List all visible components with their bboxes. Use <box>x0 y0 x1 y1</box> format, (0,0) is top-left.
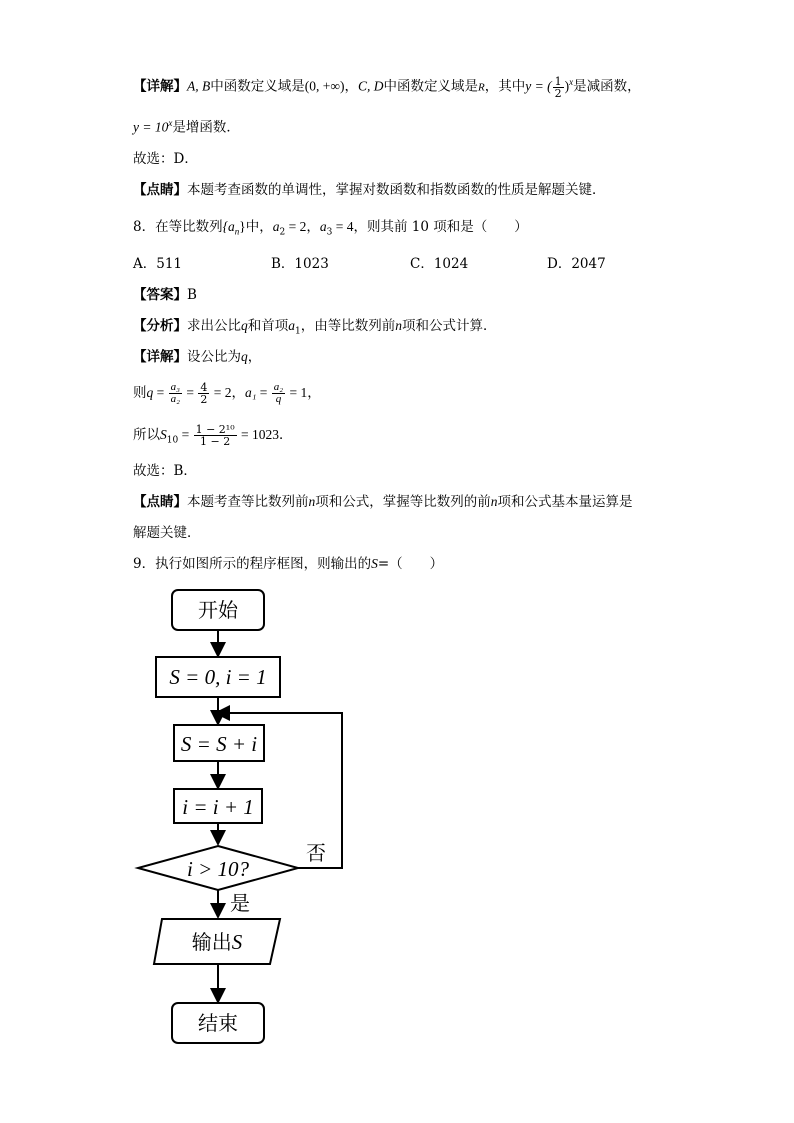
q8-step1: 则q = $\frac{\text{a₃}}{\text{a₂}}$ = $\frac{4}{2}$ = 2，a₁ = $\frac{\text{a₂}}{q}$ = 1， <box>133 381 321 406</box>
end-label: 结束 <box>198 1011 238 1035</box>
cond-label: i > 10? <box>186 857 250 881</box>
detail-tag: 【详解】 <box>133 78 187 95</box>
q7-detail-line: 【详解】A, B中函数定义域是(0, +∞)，C, D中函数定义域是R，其中y = ( $\frac{1}{2}$ )$^x$是减函数， <box>133 74 641 100</box>
q9-stem: 9．执行如图所示的程序框图，则输出的S=（ ） <box>133 556 444 572</box>
fraction: $\frac{1}{2}$ <box>554 74 562 100</box>
no-label: 否 <box>306 841 326 865</box>
init-label: S = 0, i = 1 <box>169 665 267 689</box>
option-c: C．1024 <box>410 256 469 272</box>
q7-comment: 【点睛】本题考查函数的单调性，掌握对数函数和指数函数的性质是解题关键． <box>133 182 606 198</box>
q8-stem: 8．在等比数列$\{a_n\}$中，$a_2 = 2$，$a_3 = 4$，则其前 10 项和是（ ） <box>133 219 528 238</box>
q8-detail: 【详解】设公比为q， <box>133 349 262 365</box>
q8-choice: 故选：B． <box>133 463 197 479</box>
start-label: 开始 <box>198 598 238 622</box>
q8-analysis: 【分析】求出公比q和首项$a_1$，由等比数列前n项和公式计算． <box>133 318 497 337</box>
option-a: A．511 <box>133 256 183 272</box>
q7-choice: 故选：D． <box>133 151 198 167</box>
q8-answer: 【答案】B <box>133 287 197 303</box>
q8-step2: 所以$S_{10}$ = $\frac{\text{1 − 2¹⁰}}{1 - 2}$ = 1023． <box>133 423 293 448</box>
q7-detail-line-2: $y = 10^x$是增函数． <box>133 118 240 136</box>
q8-comment-line-2: 解题关键． <box>133 525 201 541</box>
sum-label: S = S + i <box>180 732 258 756</box>
inc-label: i = i + 1 <box>182 795 254 819</box>
q8-comment: 【点睛】本题考查等比数列前n项和公式，掌握等比数列的前n项和公式基本量运算是 <box>133 494 633 510</box>
option-b: B．1023 <box>271 256 329 272</box>
option-d: D．2047 <box>547 256 606 272</box>
flowchart <box>120 580 360 1050</box>
yes-label: 是 <box>230 891 250 915</box>
output-label: 输出S <box>191 930 243 954</box>
